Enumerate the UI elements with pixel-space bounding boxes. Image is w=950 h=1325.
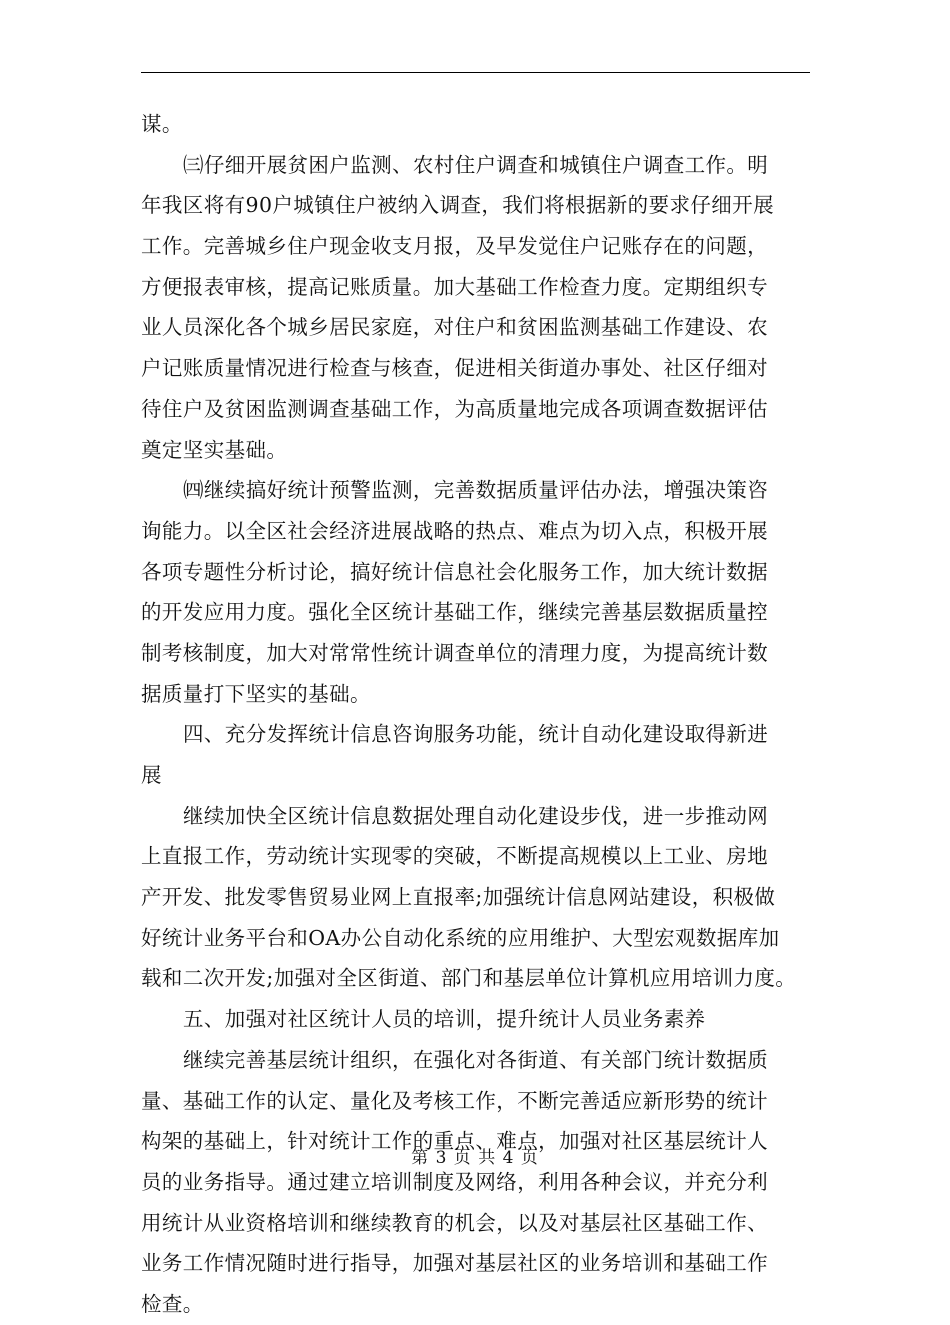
- text-line: 继续完善基层统计组织，在强化对各街道、有关部门统计数据质: [183, 1047, 769, 1072]
- document-body: [141, 104, 821, 1325]
- text-line: 业务工作情况随时进行指导，加强对基层社区的业务培训和基础工作: [141, 1251, 768, 1276]
- paragraph-training: [141, 1040, 821, 1325]
- paragraph-item-3-survey: [141, 145, 821, 471]
- text-line: 好统计业务平台和OA办公自动化系统的应用维护、大型宏观数据库加: [141, 925, 780, 950]
- text-line: 用统计从业资格培训和继续教育的机会，以及对基层社区基础工作、: [141, 1210, 768, 1235]
- text-line: 各项专题性分析讨论，搞好统计信息社会化服务工作，加大统计数据: [141, 559, 768, 584]
- text-line: 待住户及贫困监测调查基础工作，为高质量地完成各项调查数据评估: [141, 396, 768, 421]
- text-line: 量、基础工作的认定、量化及考核工作，不断完善适应新形势的统计: [141, 1088, 768, 1113]
- text-line: 展: [141, 763, 162, 787]
- text-line: ㈣继续搞好统计预警监测，完善数据质量评估办法，增强决策咨: [183, 478, 769, 503]
- text-line: 工作。完善城乡住户现金收支月报，及早发觉住户记账存在的问题，: [141, 234, 768, 259]
- text-line: 四、充分发挥统计信息咨询服务功能，统计自动化建设取得新进: [183, 722, 769, 747]
- text-line: 检查。: [141, 1291, 204, 1316]
- text-line: 据质量打下坚实的基础。: [141, 681, 371, 706]
- text-line: 五、加强对社区统计人员的培训，提升统计人员业务素养: [183, 1007, 706, 1032]
- text-line: 产开发、批发零售贸易业网上直报率;加强统计信息网站建设，积极做: [141, 885, 776, 910]
- text-line: 制考核制度，加大对常常性统计调查单位的清理力度，为提高统计数: [141, 640, 768, 665]
- text-line: 户记账质量情况进行检查与核查，促进相关街道办事处、社区仔细对: [141, 356, 768, 381]
- text-line: 载和二次开发;加强对全区街道、部门和基层单位计算机应用培训力度。: [141, 966, 797, 991]
- text-line: 业人员深化各个城乡居民家庭，对住户和贫困监测基础工作建设、农: [141, 315, 768, 340]
- text-line: 方便报表审核，提高记账质量。加大基础工作检查力度。定期组织专: [141, 274, 768, 299]
- section-heading-5: [141, 999, 821, 1040]
- text-line: 构架的基础上，针对统计工作的重点、难点，加强对社区基层统计人: [141, 1129, 768, 1154]
- header-rule: [141, 72, 810, 73]
- paragraph-automation: [141, 796, 821, 999]
- text-line: 继续加快全区统计信息数据处理自动化建设步伐，进一步推动网: [183, 803, 769, 828]
- text-line: 的开发应用力度。强化全区统计基础工作，继续完善基层数据质量控: [141, 600, 768, 625]
- text-line: 奠定坚实基础。: [141, 437, 288, 462]
- paragraph-item-4-monitoring: [141, 470, 821, 714]
- text-line: ㈢仔细开展贫困户监测、农村住户调查和城镇住户调查工作。明: [183, 152, 769, 177]
- text-line: 上直报工作，劳动统计实现零的突破，不断提高规模以上工业、房地: [141, 844, 768, 869]
- paragraph-continuation: [141, 104, 821, 145]
- text-line: 询能力。以全区社会经济进展战略的热点、难点为切入点，积极开展: [141, 518, 768, 543]
- text-line: 员的业务指导。通过建立培训制度及网络，利用各种会议，并充分利: [141, 1169, 768, 1194]
- section-heading-4: [141, 714, 821, 795]
- text-line: 谋。: [141, 112, 183, 136]
- text-line: 年我区将有90户城镇住户被纳入调查，我们将根据新的要求仔细开展: [141, 193, 774, 218]
- page-number-footer: 第 3 页 共 4 页: [411, 1148, 539, 1168]
